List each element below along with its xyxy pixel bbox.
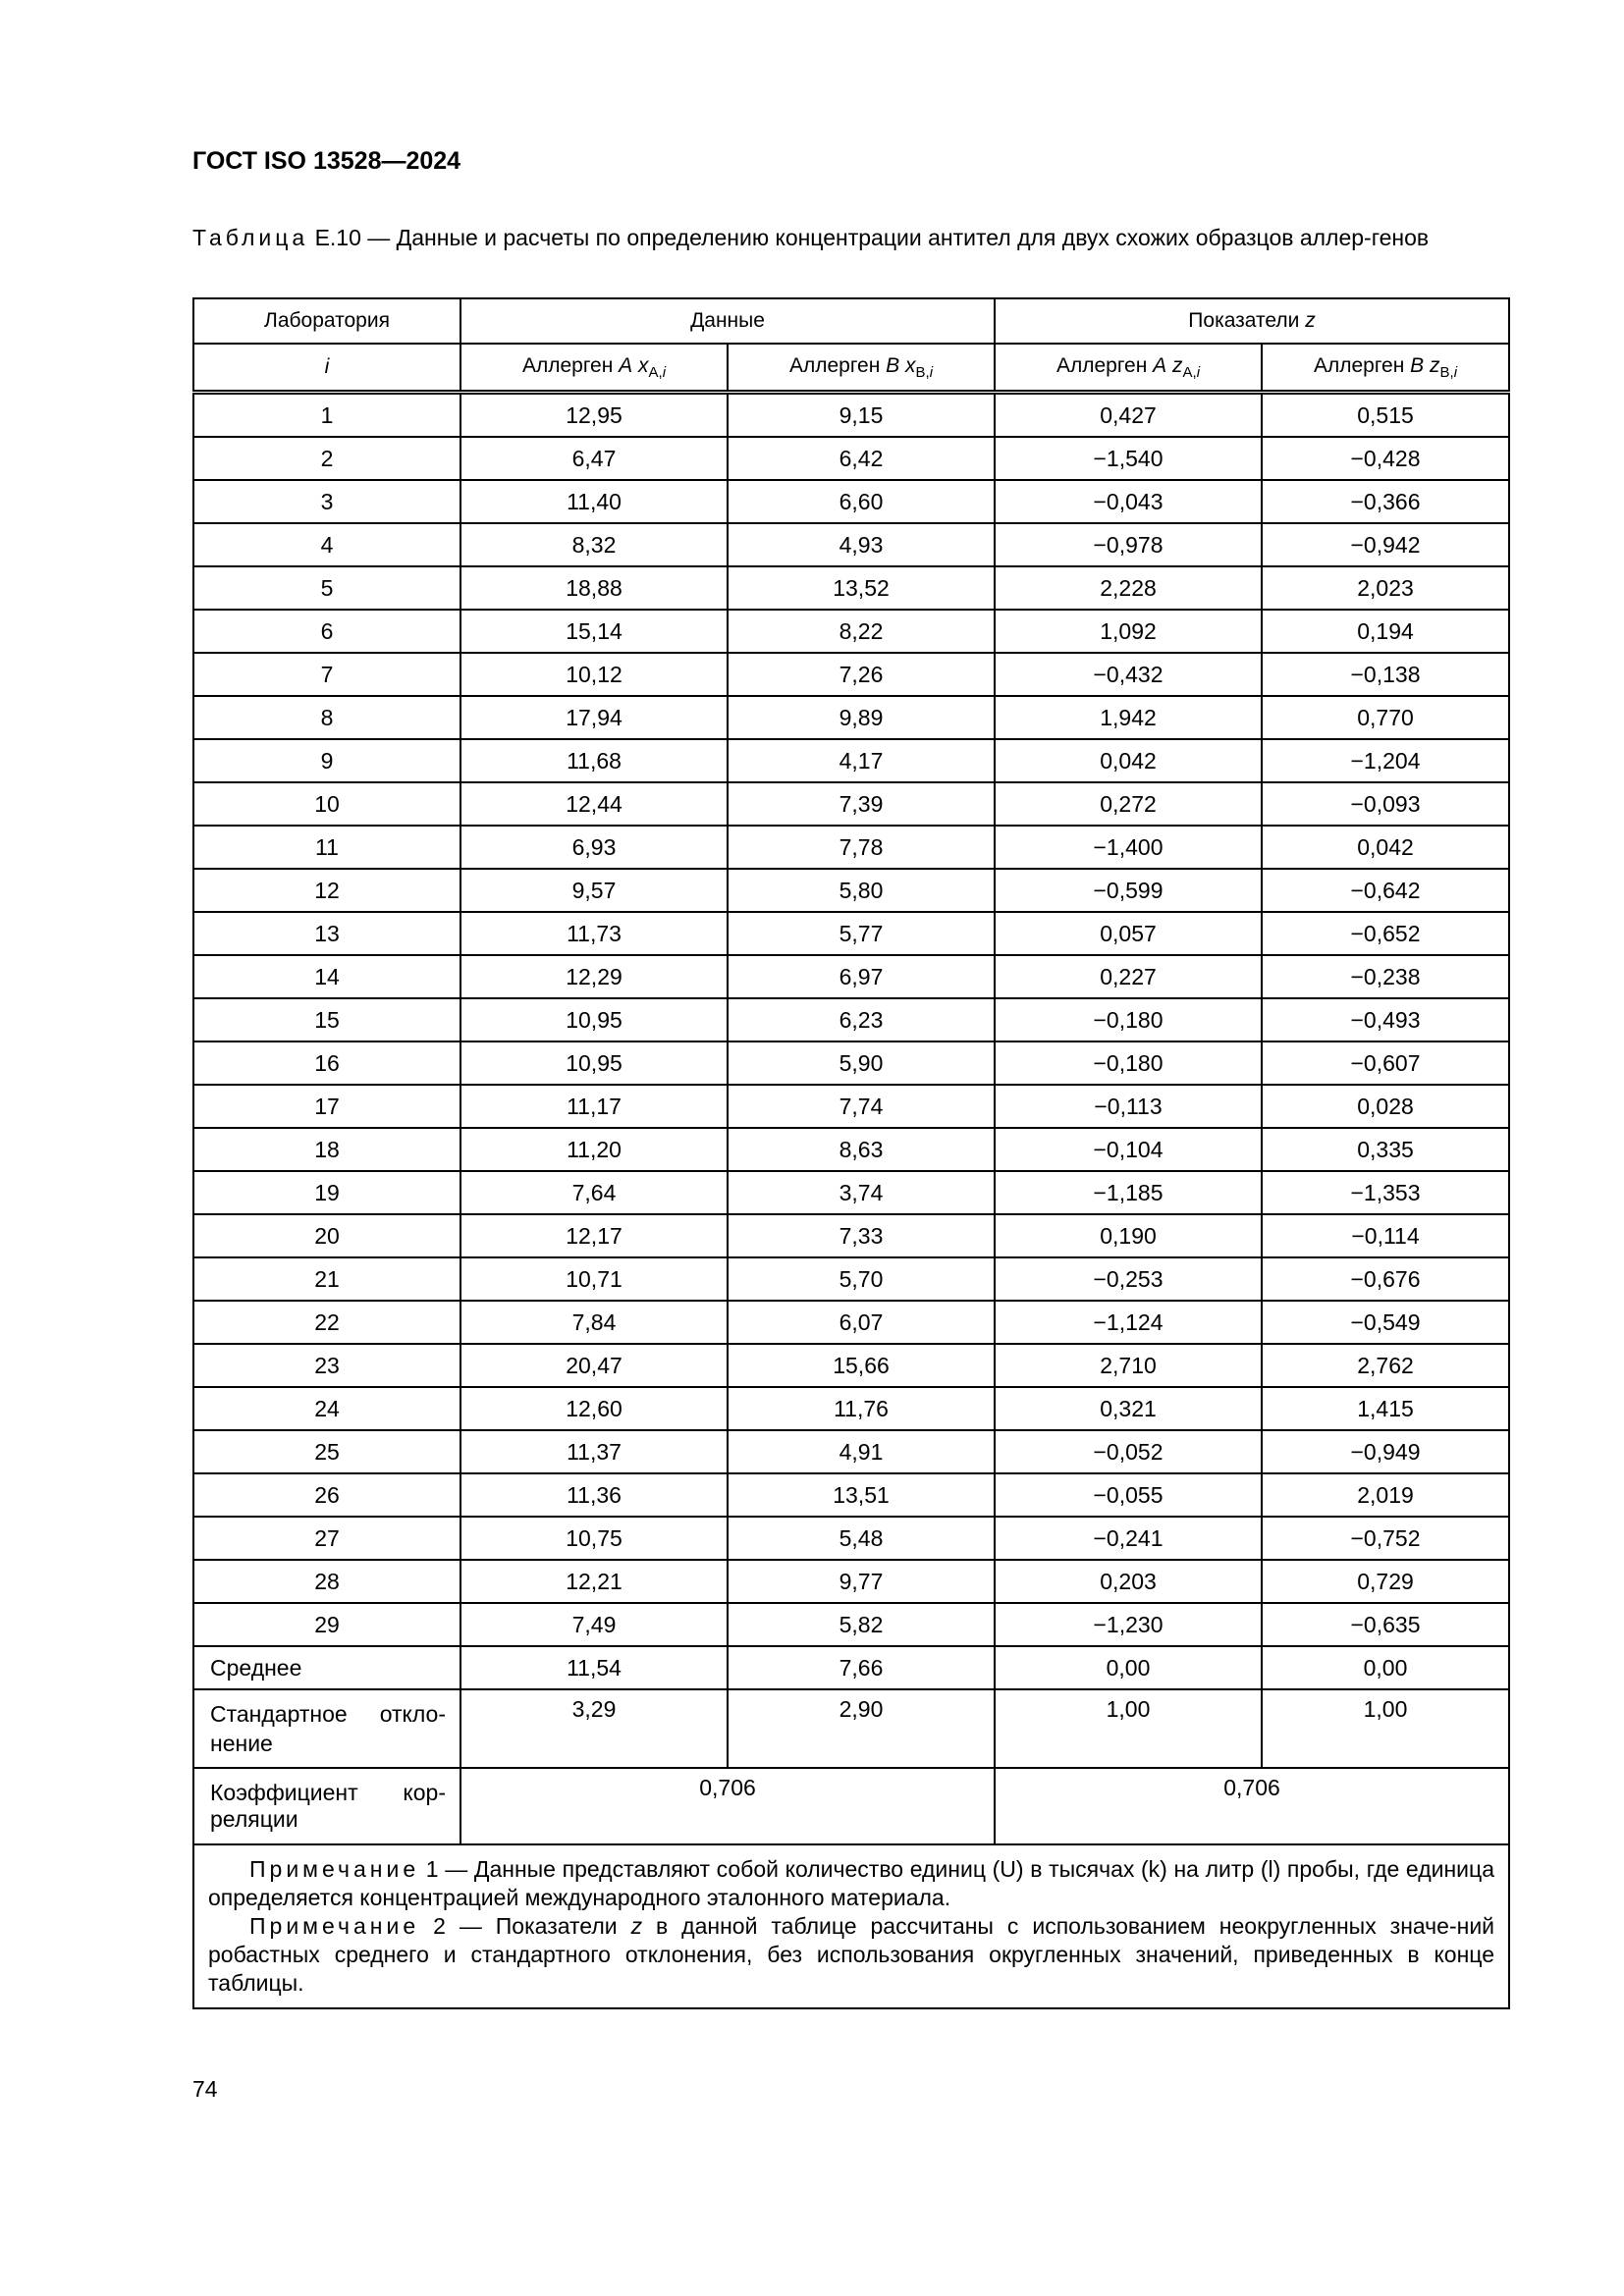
cell-xb: 7,78 xyxy=(728,826,995,869)
cell-za: −1,185 xyxy=(995,1171,1262,1214)
corr-z: 0,706 xyxy=(995,1768,1509,1844)
page-number: 74 xyxy=(192,2076,218,2102)
cell-xb: 4,93 xyxy=(728,523,995,566)
header-allergen-b-z xyxy=(1262,344,1509,393)
cell-za: −0,104 xyxy=(995,1128,1262,1171)
cell-xa: 10,75 xyxy=(460,1517,728,1560)
cell-zb: 0,729 xyxy=(1262,1560,1509,1603)
cell-xa: 12,21 xyxy=(460,1560,728,1603)
cell-xa: 11,20 xyxy=(460,1128,728,1171)
cell-i: 1 xyxy=(193,393,460,438)
cell-xb: 13,51 xyxy=(728,1473,995,1517)
cell-xa: 11,36 xyxy=(460,1473,728,1517)
std-label-line2: нение xyxy=(210,1731,273,1756)
table-row xyxy=(193,480,1509,523)
mean-row xyxy=(193,1646,1509,1689)
cell-za: −0,241 xyxy=(995,1517,1262,1560)
letter: B xyxy=(886,353,900,377)
header-allergen-b-x xyxy=(728,344,995,393)
cell-zb: −1,204 xyxy=(1262,739,1509,782)
cell-xb: 11,76 xyxy=(728,1387,995,1430)
cell-zb: −0,949 xyxy=(1262,1430,1509,1473)
cell-zb: −0,942 xyxy=(1262,523,1509,566)
std-xa: 3,29 xyxy=(460,1689,728,1768)
cell-za: −0,599 xyxy=(995,869,1262,912)
cell-zb: −0,635 xyxy=(1262,1603,1509,1646)
std-zb: 1,00 xyxy=(1262,1689,1509,1768)
cell-zb: −0,366 xyxy=(1262,480,1509,523)
cell-xb: 7,33 xyxy=(728,1214,995,1257)
table-row xyxy=(193,1603,1509,1646)
cell-zb: −0,652 xyxy=(1262,912,1509,955)
cell-i: 20 xyxy=(193,1214,460,1257)
cell-i: 15 xyxy=(193,998,460,1041)
cell-za: 1,092 xyxy=(995,610,1262,653)
document-header: ГОСТ ISO 13528—2024 xyxy=(192,147,461,175)
cell-zb: −0,138 xyxy=(1262,653,1509,696)
cell-xb: 5,48 xyxy=(728,1517,995,1560)
cell-i: 23 xyxy=(193,1344,460,1387)
cell-xb: 5,82 xyxy=(728,1603,995,1646)
table-row xyxy=(193,782,1509,826)
cell-za: 2,710 xyxy=(995,1344,1262,1387)
cell-xa: 10,95 xyxy=(460,1041,728,1085)
symbol: x xyxy=(905,353,916,377)
label: Аллерген xyxy=(1313,353,1405,377)
cell-xa: 8,32 xyxy=(460,523,728,566)
cell-i: 6 xyxy=(193,610,460,653)
symbol: z xyxy=(1172,353,1183,377)
cell-xb: 6,60 xyxy=(728,480,995,523)
cell-xb: 5,77 xyxy=(728,912,995,955)
cell-i: 5 xyxy=(193,566,460,610)
cell-zb: 0,770 xyxy=(1262,696,1509,739)
cell-xb: 6,23 xyxy=(728,998,995,1041)
cell-i: 8 xyxy=(193,696,460,739)
table-body xyxy=(193,393,1509,1647)
table-row xyxy=(193,1430,1509,1473)
cell-xa: 20,47 xyxy=(460,1344,728,1387)
cell-xb: 3,74 xyxy=(728,1171,995,1214)
cell-za: 0,042 xyxy=(995,739,1262,782)
subscript xyxy=(1440,364,1458,381)
letter: A xyxy=(1153,353,1167,377)
cell-zb: 0,335 xyxy=(1262,1128,1509,1171)
cell-xa: 9,57 xyxy=(460,869,728,912)
table-row xyxy=(193,1085,1509,1128)
sub-letter: B, xyxy=(1439,363,1454,381)
cell-i: 29 xyxy=(193,1603,460,1646)
sub-letter: A, xyxy=(1182,363,1197,381)
cell-zb: −0,752 xyxy=(1262,1517,1509,1560)
table-row xyxy=(193,1301,1509,1344)
cell-za: −1,400 xyxy=(995,826,1262,869)
header-lab: Лаборатория xyxy=(193,298,460,344)
cell-zb: −0,642 xyxy=(1262,869,1509,912)
notes-row xyxy=(193,1844,1509,2008)
std-label xyxy=(193,1689,460,1768)
note-2-text: в данной таблице рассчитаны с использованием неокругленных значе-ний робастных среднего и стандартного отклонения, без использования округленных значений, приведенных в конце таблицы. xyxy=(208,1913,1495,1996)
header-allergen-a-x xyxy=(460,344,728,393)
cell-xb: 9,15 xyxy=(728,393,995,438)
table-row xyxy=(193,1171,1509,1214)
cell-za: −1,230 xyxy=(995,1603,1262,1646)
table-row xyxy=(193,437,1509,480)
letter: A xyxy=(619,353,633,377)
cell-xb: 5,70 xyxy=(728,1257,995,1301)
table-row xyxy=(193,1517,1509,1560)
cell-xa: 6,47 xyxy=(460,437,728,480)
cell-xb: 8,22 xyxy=(728,610,995,653)
cell-i: 18 xyxy=(193,1128,460,1171)
cell-i: 26 xyxy=(193,1473,460,1517)
header-allergen-a-z xyxy=(995,344,1262,393)
table-caption xyxy=(192,224,1508,251)
header-z-group xyxy=(995,298,1509,344)
cell-za: 0,190 xyxy=(995,1214,1262,1257)
cell-xa: 11,37 xyxy=(460,1430,728,1473)
cell-zb: −0,676 xyxy=(1262,1257,1509,1301)
cell-xa: 11,73 xyxy=(460,912,728,955)
cell-za: 0,203 xyxy=(995,1560,1262,1603)
data-table xyxy=(192,297,1510,2009)
cell-xb: 5,80 xyxy=(728,869,995,912)
table-row xyxy=(193,912,1509,955)
table-row xyxy=(193,1387,1509,1430)
cell-xa: 10,12 xyxy=(460,653,728,696)
cell-xa: 12,17 xyxy=(460,1214,728,1257)
cell-za: −1,124 xyxy=(995,1301,1262,1344)
cell-za: −0,180 xyxy=(995,998,1262,1041)
table-row xyxy=(193,653,1509,696)
notes-cell xyxy=(193,1844,1509,2008)
note-1-tag: Примечание xyxy=(249,1856,420,1882)
std-za: 1,00 xyxy=(995,1689,1262,1768)
mean-xb: 7,66 xyxy=(728,1646,995,1689)
cell-zb: −0,607 xyxy=(1262,1041,1509,1085)
cell-xa: 18,88 xyxy=(460,566,728,610)
table-row xyxy=(193,869,1509,912)
cell-zb: 0,028 xyxy=(1262,1085,1509,1128)
cell-i: 10 xyxy=(193,782,460,826)
mean-za: 0,00 xyxy=(995,1646,1262,1689)
cell-za: −0,055 xyxy=(995,1473,1262,1517)
std-label-line1: Стандартное откло- xyxy=(210,1701,446,1727)
mean-label: Среднее xyxy=(193,1646,460,1689)
cell-xa: 7,84 xyxy=(460,1301,728,1344)
cell-i: 27 xyxy=(193,1517,460,1560)
cell-xa: 10,71 xyxy=(460,1257,728,1301)
note-2-z: z xyxy=(630,1913,643,1939)
table-summary xyxy=(193,1646,1509,2008)
table-row xyxy=(193,566,1509,610)
sub-i: i xyxy=(662,363,667,381)
cell-zb: −0,093 xyxy=(1262,782,1509,826)
table-row xyxy=(193,610,1509,653)
cell-i: 24 xyxy=(193,1387,460,1430)
cell-za: −0,043 xyxy=(995,480,1262,523)
cell-zb: −0,493 xyxy=(1262,998,1509,1041)
symbol: x xyxy=(638,353,649,377)
letter: B xyxy=(1410,353,1425,377)
cell-xa: 17,94 xyxy=(460,696,728,739)
cell-xb: 9,77 xyxy=(728,1560,995,1603)
std-row xyxy=(193,1689,1509,1768)
cell-xb: 6,97 xyxy=(728,955,995,998)
sub-i: i xyxy=(929,363,934,381)
table-row xyxy=(193,1041,1509,1085)
cell-zb: 2,019 xyxy=(1262,1473,1509,1517)
cell-i: 2 xyxy=(193,437,460,480)
table-row xyxy=(193,523,1509,566)
cell-i: 3 xyxy=(193,480,460,523)
table-row xyxy=(193,1257,1509,1301)
note-2-tag: Примечание xyxy=(249,1913,420,1939)
cell-zb: 2,023 xyxy=(1262,566,1509,610)
note-1 xyxy=(208,1855,1494,1912)
cell-za: 0,227 xyxy=(995,955,1262,998)
cell-i: 11 xyxy=(193,826,460,869)
cell-za: 0,057 xyxy=(995,912,1262,955)
cell-xa: 12,44 xyxy=(460,782,728,826)
header-row-groups xyxy=(193,298,1509,344)
corr-label-line1: Коэффициент кор- xyxy=(210,1780,446,1805)
sub-letter: A, xyxy=(648,363,663,381)
cell-zb: 0,194 xyxy=(1262,610,1509,653)
table-row xyxy=(193,393,1509,438)
cell-i: 25 xyxy=(193,1430,460,1473)
cell-xa: 12,60 xyxy=(460,1387,728,1430)
table-row xyxy=(193,1344,1509,1387)
cell-za: −0,253 xyxy=(995,1257,1262,1301)
cell-xb: 8,63 xyxy=(728,1128,995,1171)
cell-za: −0,113 xyxy=(995,1085,1262,1128)
subscript xyxy=(649,364,667,381)
table-row xyxy=(193,1560,1509,1603)
sub-letter: B, xyxy=(915,363,930,381)
cell-xb: 7,26 xyxy=(728,653,995,696)
label: Аллерген xyxy=(788,353,881,377)
cell-i: 12 xyxy=(193,869,460,912)
table-row xyxy=(193,739,1509,782)
subscript xyxy=(916,364,934,381)
cell-za: 1,942 xyxy=(995,696,1262,739)
cell-za: 2,228 xyxy=(995,566,1262,610)
cell-za: −0,180 xyxy=(995,1041,1262,1085)
corr-label xyxy=(193,1768,460,1844)
note-1-text: 1 — Данные представляют собой количество единиц (U) в тысячах (k) на литр (l) пробы, где единица определяется концентрацией международного эталонного материала. xyxy=(208,1856,1494,1910)
header-row-columns xyxy=(193,344,1509,393)
cell-i: 22 xyxy=(193,1301,460,1344)
table-row xyxy=(193,696,1509,739)
cell-i: 21 xyxy=(193,1257,460,1301)
cell-xb: 15,66 xyxy=(728,1344,995,1387)
header-data-group: Данные xyxy=(460,298,995,344)
std-xb: 2,90 xyxy=(728,1689,995,1768)
cell-i: 14 xyxy=(193,955,460,998)
corr-label-line2: реляции xyxy=(210,1806,298,1832)
cell-za: −1,540 xyxy=(995,437,1262,480)
cell-i: 28 xyxy=(193,1560,460,1603)
table-row xyxy=(193,1214,1509,1257)
cell-i: 16 xyxy=(193,1041,460,1085)
mean-xa: 11,54 xyxy=(460,1646,728,1689)
cell-xb: 7,74 xyxy=(728,1085,995,1128)
cell-zb: 0,515 xyxy=(1262,393,1509,438)
cell-xa: 12,95 xyxy=(460,393,728,438)
cell-i: 7 xyxy=(193,653,460,696)
table-row xyxy=(193,1128,1509,1171)
cell-xa: 11,17 xyxy=(460,1085,728,1128)
subscript xyxy=(1183,364,1201,381)
sub-i: i xyxy=(1196,363,1201,381)
cell-xa: 12,29 xyxy=(460,955,728,998)
corr-row xyxy=(193,1768,1509,1844)
corr-data: 0,706 xyxy=(460,1768,995,1844)
cell-zb: −0,238 xyxy=(1262,955,1509,998)
cell-xb: 6,07 xyxy=(728,1301,995,1344)
table-container xyxy=(192,297,1508,2009)
table-row xyxy=(193,998,1509,1041)
symbol: z xyxy=(1430,353,1440,377)
mean-zb: 0,00 xyxy=(1262,1646,1509,1689)
cell-zb: −0,549 xyxy=(1262,1301,1509,1344)
cell-za: −0,432 xyxy=(995,653,1262,696)
cell-xa: 7,49 xyxy=(460,1603,728,1646)
cell-xb: 4,91 xyxy=(728,1430,995,1473)
cell-zb: 0,042 xyxy=(1262,826,1509,869)
sub-i: i xyxy=(1453,363,1458,381)
table-row xyxy=(193,1473,1509,1517)
cell-zb: 1,415 xyxy=(1262,1387,1509,1430)
cell-zb: −1,353 xyxy=(1262,1171,1509,1214)
label: Аллерген xyxy=(521,353,614,377)
note-2-pre: 2 — Показатели xyxy=(433,1913,618,1939)
cell-zb: −0,114 xyxy=(1262,1214,1509,1257)
cell-xa: 10,95 xyxy=(460,998,728,1041)
cell-xa: 7,64 xyxy=(460,1171,728,1214)
cell-xb: 9,89 xyxy=(728,696,995,739)
cell-i: 4 xyxy=(193,523,460,566)
header-i: i xyxy=(193,344,460,393)
header-z-label: Показатели xyxy=(1188,309,1300,332)
cell-xb: 6,42 xyxy=(728,437,995,480)
cell-xb: 13,52 xyxy=(728,566,995,610)
cell-zb: 2,762 xyxy=(1262,1344,1509,1387)
cell-i: 19 xyxy=(193,1171,460,1214)
caption-text: Е.10 — Данные и расчеты по определению концентрации антител для двух схожих образцов аллер-генов xyxy=(314,225,1430,250)
cell-za: 0,321 xyxy=(995,1387,1262,1430)
header-z-symbol: z xyxy=(1305,309,1316,332)
note-2 xyxy=(208,1912,1494,1998)
cell-xa: 15,14 xyxy=(460,610,728,653)
cell-xb: 5,90 xyxy=(728,1041,995,1085)
cell-i: 13 xyxy=(193,912,460,955)
cell-i: 9 xyxy=(193,739,460,782)
cell-za: 0,427 xyxy=(995,393,1262,438)
table-row xyxy=(193,826,1509,869)
cell-zb: −0,428 xyxy=(1262,437,1509,480)
caption-prefix: Таблица xyxy=(192,225,309,250)
label: Аллерген xyxy=(1056,353,1148,377)
table-row xyxy=(193,955,1509,998)
cell-za: −0,052 xyxy=(995,1430,1262,1473)
cell-za: −0,978 xyxy=(995,523,1262,566)
cell-xb: 4,17 xyxy=(728,739,995,782)
cell-xa: 6,93 xyxy=(460,826,728,869)
cell-i: 17 xyxy=(193,1085,460,1128)
cell-za: 0,272 xyxy=(995,782,1262,826)
cell-xa: 11,68 xyxy=(460,739,728,782)
cell-xa: 11,40 xyxy=(460,480,728,523)
cell-xb: 7,39 xyxy=(728,782,995,826)
